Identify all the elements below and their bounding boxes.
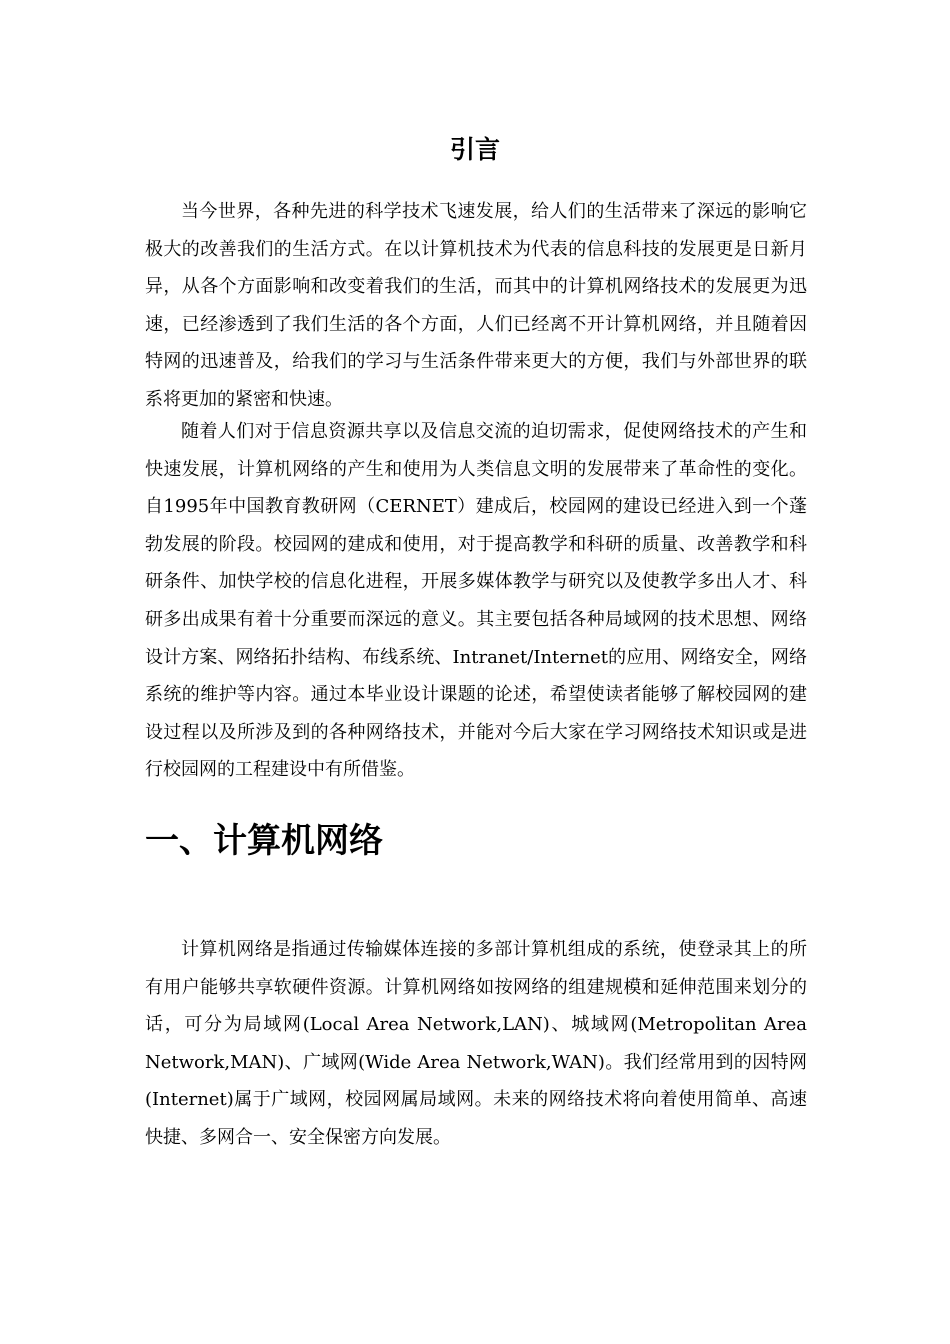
section-paragraph: 计算机网络是指通过传输媒体连接的多部计算机组成的系统，使登录其上的所有用户能够共享软硬件资源。计算机网络如按网络的组建规模和延伸范围来划分的话，可分为局域网(Local Area Network,LAN)、城域网(Metropolitan Area Network,MAN)、广域网(Wide Area Network,WAN)。我们经常用到的因特网(Internet)属于广域网，校园网属局域网。未来的网络技术将向着使用简单、高速快捷、多网合一、安全保密方向发展。: [145, 939, 807, 1148]
section-heading-computer-network: 一、计算机网络: [145, 821, 383, 861]
intro-paragraph-1: 当今世界，各种先进的科学技术飞速发展，给人们的生活带来了深远的影响它极大的改善我们的生活方式。在以计算机技术为代表的信息科技的发展更是日新月异，从各个方面影响和改变着我们的生活，而其中的计算机网络技术的发展更为迅速，已经渗透到了我们生活的各个方面，人们已经离不开计算机网络，并且随着因特网的迅速普及，给我们的学习与生活条件带来更大的方便，我们与外部世界的联系将更加的紧密和快速。: [145, 201, 807, 410]
intro-paragraph-2: 随着人们对于信息资源共享以及信息交流的迫切需求，促使网络技术的产生和快速发展，计算机网络的产生和使用为人类信息文明的发展带来了革命性的变化。自1995年中国教育教研网（CERNET）建成后，校园网的建设已经进入到一个蓬勃发展的阶段。校园网的建成和使用，对于提高教学和科研的质量、改善教学和科研条件、加快学校的信息化进程，开展多媒体教学与研究以及使教学多出人才、科研多出成果有着十分重要而深远的意义。其主要包括各种局域网的技术思想、网络设计方案、网络拓扑结构、布线系统、Intranet/Internet的应用、网络安全，网络系统的维护等内容。通过本毕业设计课题的论述，希望使读者能够了解校园网的建设过程以及所涉及到的各种网络技术，并能对今后大家在学习网络技术知识或是进行校园网的工程建设中有所借鉴。: [145, 421, 807, 781]
intro-heading: 引言: [449, 135, 500, 164]
